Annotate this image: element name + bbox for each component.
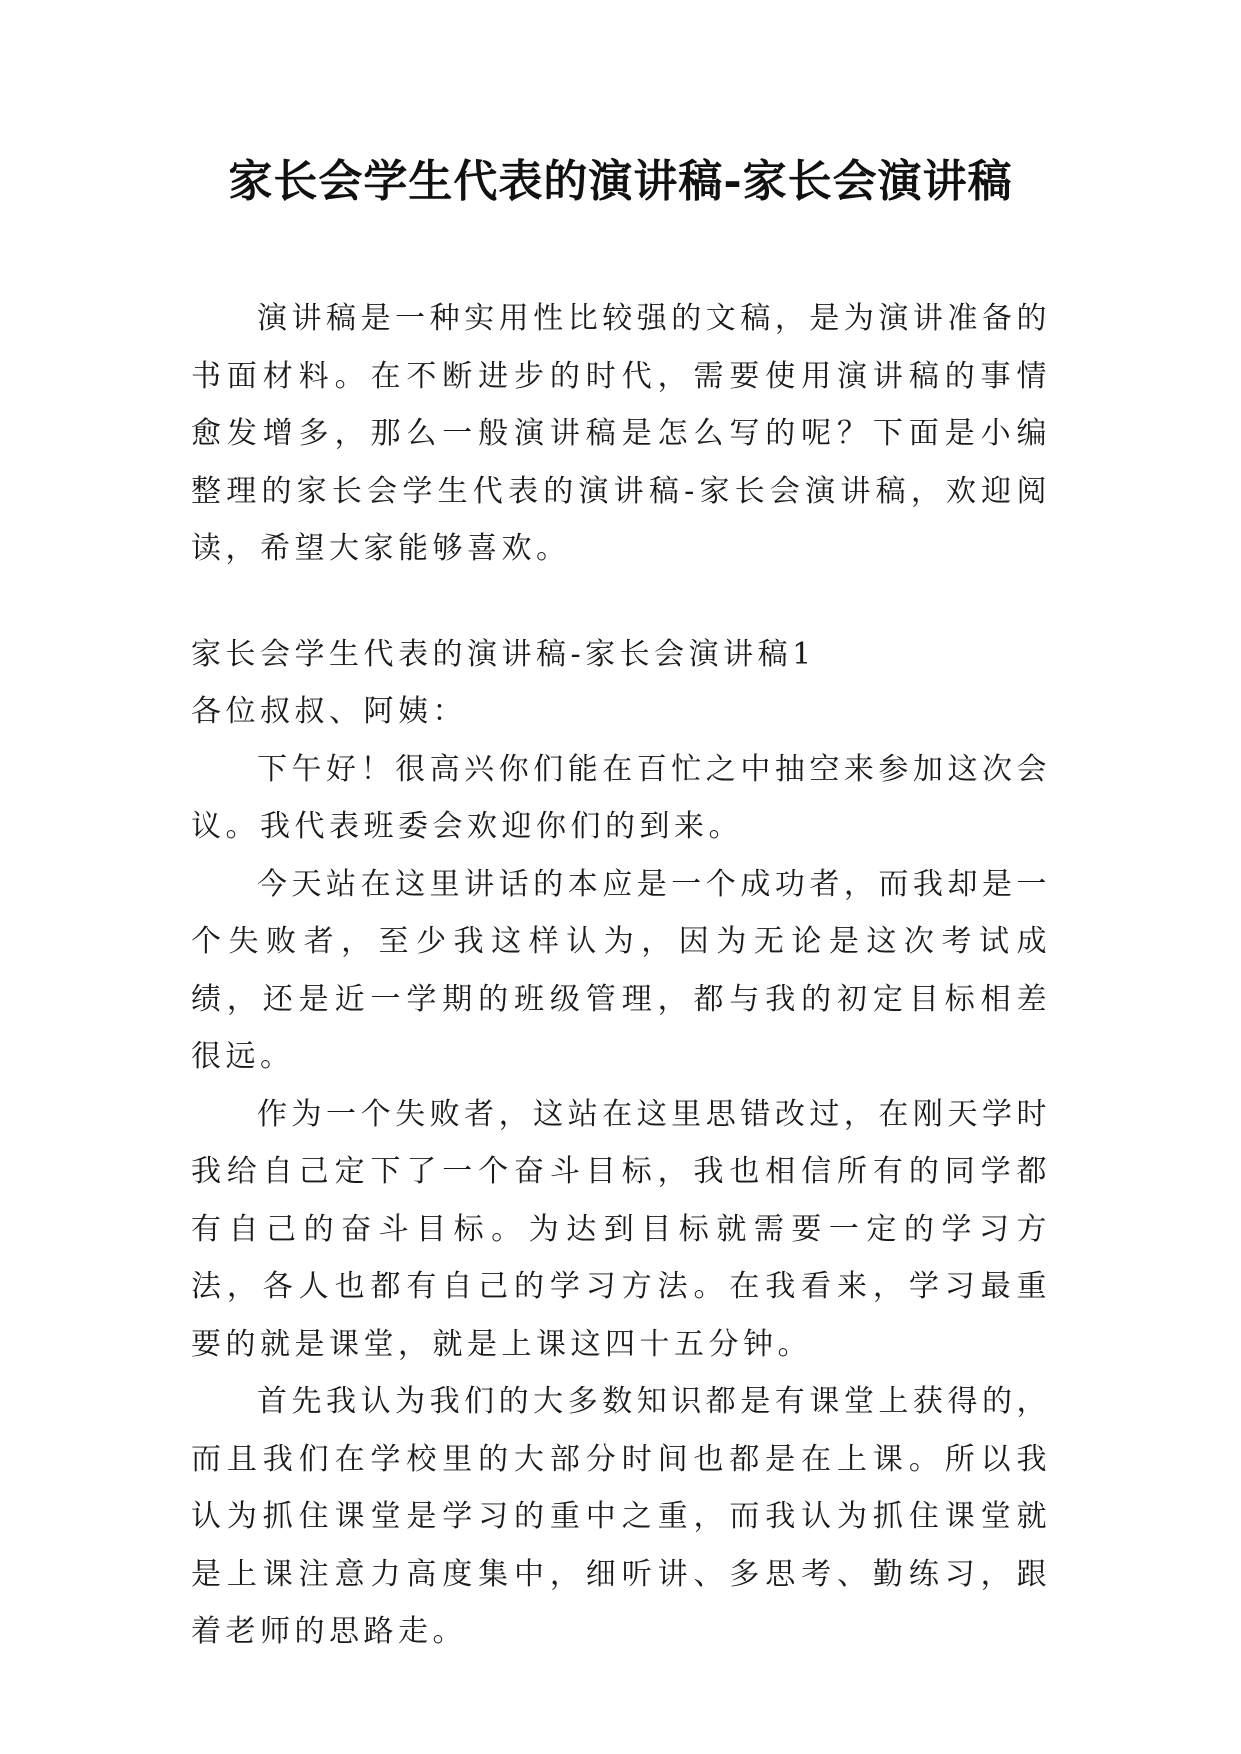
salutation: 各位叔叔、阿姨： bbox=[191, 694, 467, 729]
paragraph-gap bbox=[191, 578, 1051, 626]
document-body bbox=[191, 290, 1051, 1661]
body-paragraph: 作为一个失败者，这站在这里思错改过，在刚天学时我给自己定下了一个奋斗目标，我也相信所有的同学都有自己的奋斗目标。为达到目标就需要一定的学习方法，各人也都有自己的学习方法。在我看来，学习最重要的就是课堂，就是上课这四十五分钟。 bbox=[191, 1096, 1051, 1362]
intro-paragraph: 演讲稿是一种实用性比较强的文稿，是为演讲准备的书面材料。在不断进步的时代，需要使用演讲稿的事情愈发增多，那么一般演讲稿是怎么写的呢？下面是小编整理的家长会学生代表的演讲稿-家长会演讲稿，欢迎阅读，希望大家能够喜欢。 bbox=[191, 301, 1051, 566]
page-title: 家长会学生代表的演讲稿-家长会演讲稿 bbox=[228, 156, 1013, 207]
body-paragraph: 今天站在这里讲话的本应是一个成功者，而我却是一个失败者，至少我这样认为，因为无论是这次考试成绩，还是近一学期的班级管理，都与我的初定目标相差很远。 bbox=[191, 866, 1051, 1074]
body-paragraph: 下午好！很高兴你们能在百忙之中抽空来参加这次会议。我代表班委会欢迎你们的到来。 bbox=[191, 751, 1051, 844]
body-paragraph: 首先我认为我们的大多数知识都是有课堂上获得的，而且我们在学校里的大部分时间也都是在上课。所以我认为抓住课堂是学习的重中之重，而我认为抓住课堂就是上课注意力高度集中，细听讲、多思考、勤练习，跟着老师的思路走。 bbox=[191, 1384, 1051, 1649]
section-heading: 家长会学生代表的演讲稿-家长会演讲稿1 bbox=[191, 636, 816, 672]
